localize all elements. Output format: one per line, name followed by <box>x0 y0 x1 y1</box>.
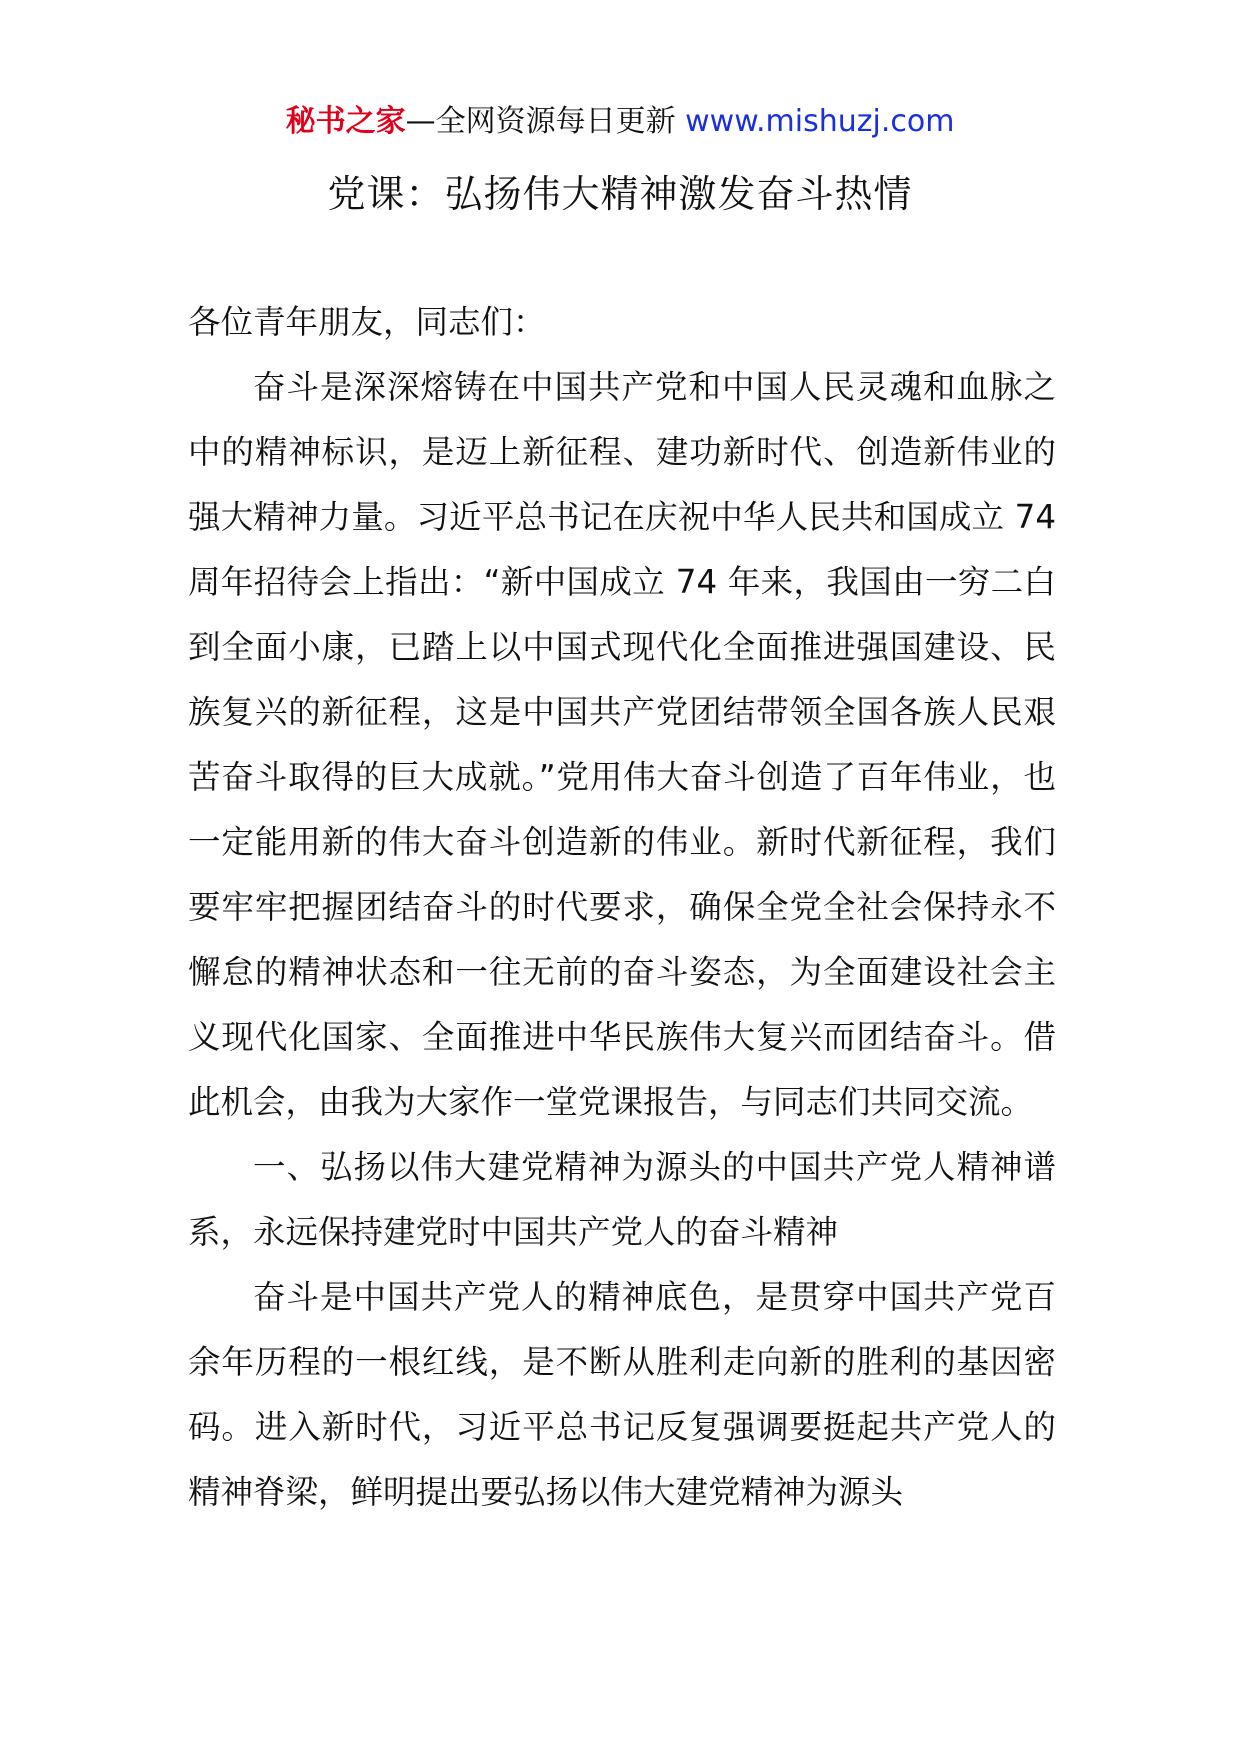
document-body <box>188 290 1056 1525</box>
paragraph-section-1: 奋斗是中国共产党人的精神底色，是贯穿中国共产党百余年历程的一根红线，是不断从胜利走向新的胜利的基因密码。进入新时代，习近平总书记反复强调要挺起共产党人的精神脊梁，鲜明提出要弘扬以伟大建党精神为源头 <box>188 1278 1056 1511</box>
paragraph-intro: 奋斗是深深熔铸在中国共产党和中国人民灵魂和血脉之中的精神标识，是迈上新征程、建功新时代、创造新伟业的强大精神力量。习近平总书记在庆祝中华人民共和国成立 74 周年招待会上指出：“新中国成立 74 年来，我国由一穷二白到全面小康，已踏上以中国式现代化全面推进强国建设、民族复兴的新征程，这是中国共产党团结带领全国各族人民艰苦奋斗取得的巨大成就。”党用伟大奋斗创造了百年伟业，也一定能用新的伟大奋斗创造新的伟业。新时代新征程，我们要牢牢把握团结奋斗的时代要求，确保全党全社会保持永不懈怠的精神状态和一往无前的奋斗姿态，为全面建设社会主义现代化国家、全面推进中华民族伟大复兴而团结奋斗。借此机会，由我为大家作一堂党课报告，与同志们共同交流。 <box>188 368 1056 1121</box>
site-slogan: —全网资源每日更新 <box>405 104 686 139</box>
document-title: 党课：弘扬伟大精神激发奋斗热情 <box>327 172 913 216</box>
greeting: 各位青年朋友，同志们： <box>188 303 546 341</box>
site-brand: 秘书之家 <box>285 104 406 139</box>
site-url-link[interactable]: www.mishuzj.com <box>685 104 955 139</box>
section-heading-1: 一、弘扬以伟大建党精神为源头的中国共产党人精神谱系，永远保持建党时中国共产党人的奋斗精神 <box>188 1148 1056 1251</box>
site-header <box>0 100 1240 144</box>
